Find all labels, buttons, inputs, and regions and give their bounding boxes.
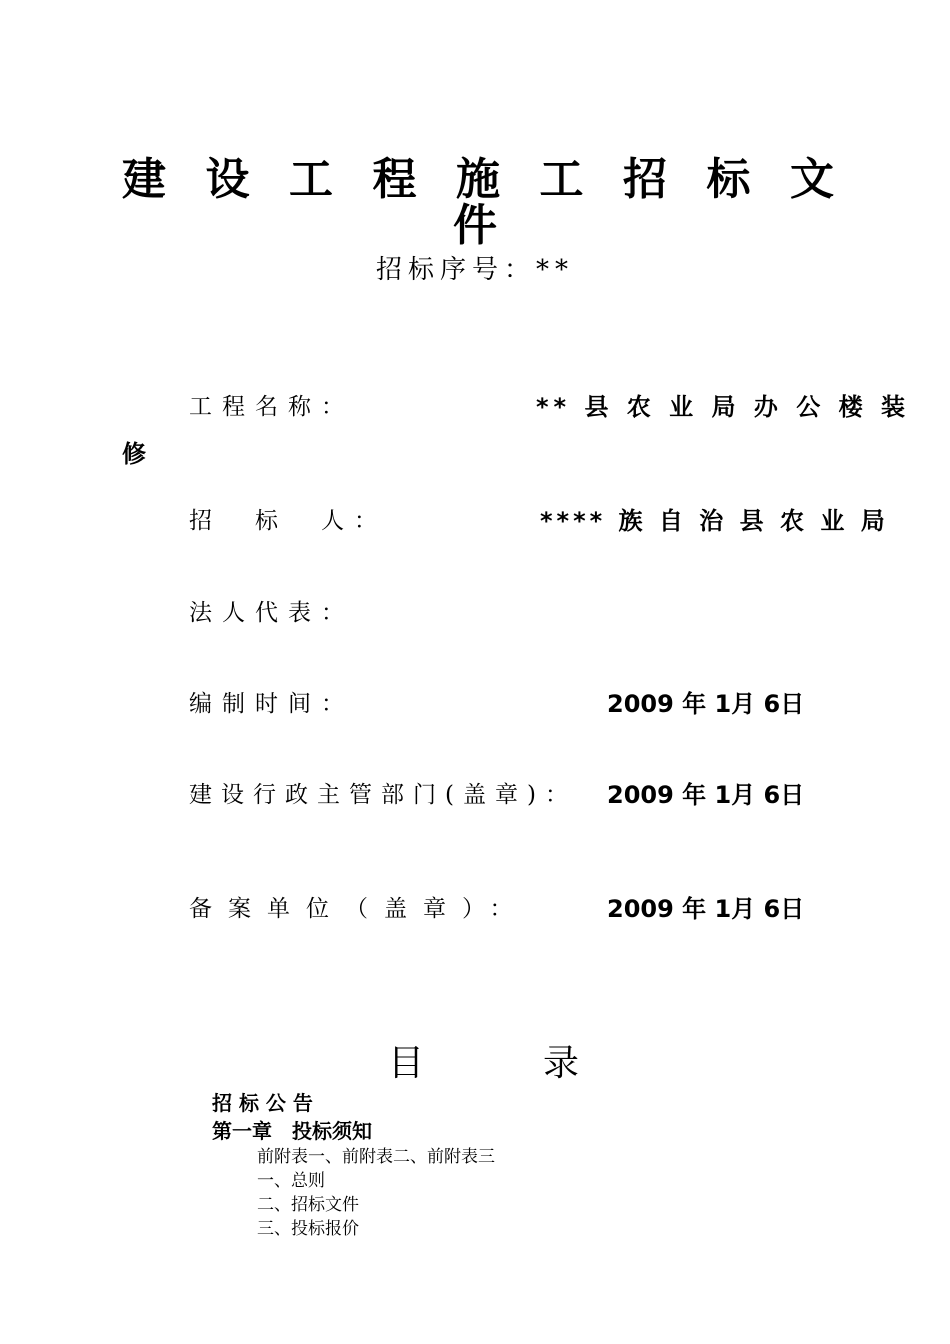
toc-title-right: 录 [543, 1043, 580, 1084]
project-name-label: 工程名称： [189, 394, 354, 420]
title-char: 设 [205, 154, 250, 205]
toc-item: 一、总则 [257, 1171, 325, 1191]
title-char: 工 [289, 154, 333, 205]
title-char: 程 [372, 154, 417, 205]
authority-seal-date: 2009 年 1月 6日 [607, 781, 805, 809]
title-char: 施 [456, 154, 500, 205]
project-name-value-wrap: 修 [122, 440, 146, 468]
preparation-time-value: 2009 年 1月 6日 [607, 690, 805, 718]
title-char: 工 [539, 154, 584, 205]
title-char: 招 [623, 154, 667, 205]
toc-chapter-1: 第一章 投标须知 [212, 1119, 372, 1143]
toc-tender-announcement: 招 标 公 告 [212, 1091, 313, 1115]
tender-serial-number: 招标序号：** [375, 255, 574, 285]
document-title-wrap: 件 [453, 200, 497, 251]
toc-item: 三、投标报价 [257, 1219, 359, 1239]
title-char: 标 [706, 154, 751, 205]
filing-unit-seal-label: 备案单位（盖章）： [189, 896, 529, 922]
toc-title-left: 目 [388, 1043, 425, 1084]
title-char: 文 [790, 154, 834, 205]
legal-representative-label: 法人代表： [189, 600, 354, 626]
toc-item: 前附表一、前附表二、前附表三 [257, 1147, 495, 1167]
authority-seal-label: 建设行政主管部门(盖章)： [189, 782, 577, 808]
filing-unit-seal-date: 2009 年 1月 6日 [607, 895, 805, 923]
project-name-value: ** 县 农 业 局 办 公 楼 装 [536, 393, 910, 421]
preparation-time-label: 编制时间： [189, 691, 354, 717]
title-char: 建 [122, 154, 166, 205]
tenderer-label: 招 标 人： [189, 508, 387, 534]
tenderer-value: **** 族 自 治 县 农 业 局 [540, 507, 889, 535]
toc-item: 二、招标文件 [257, 1195, 359, 1215]
